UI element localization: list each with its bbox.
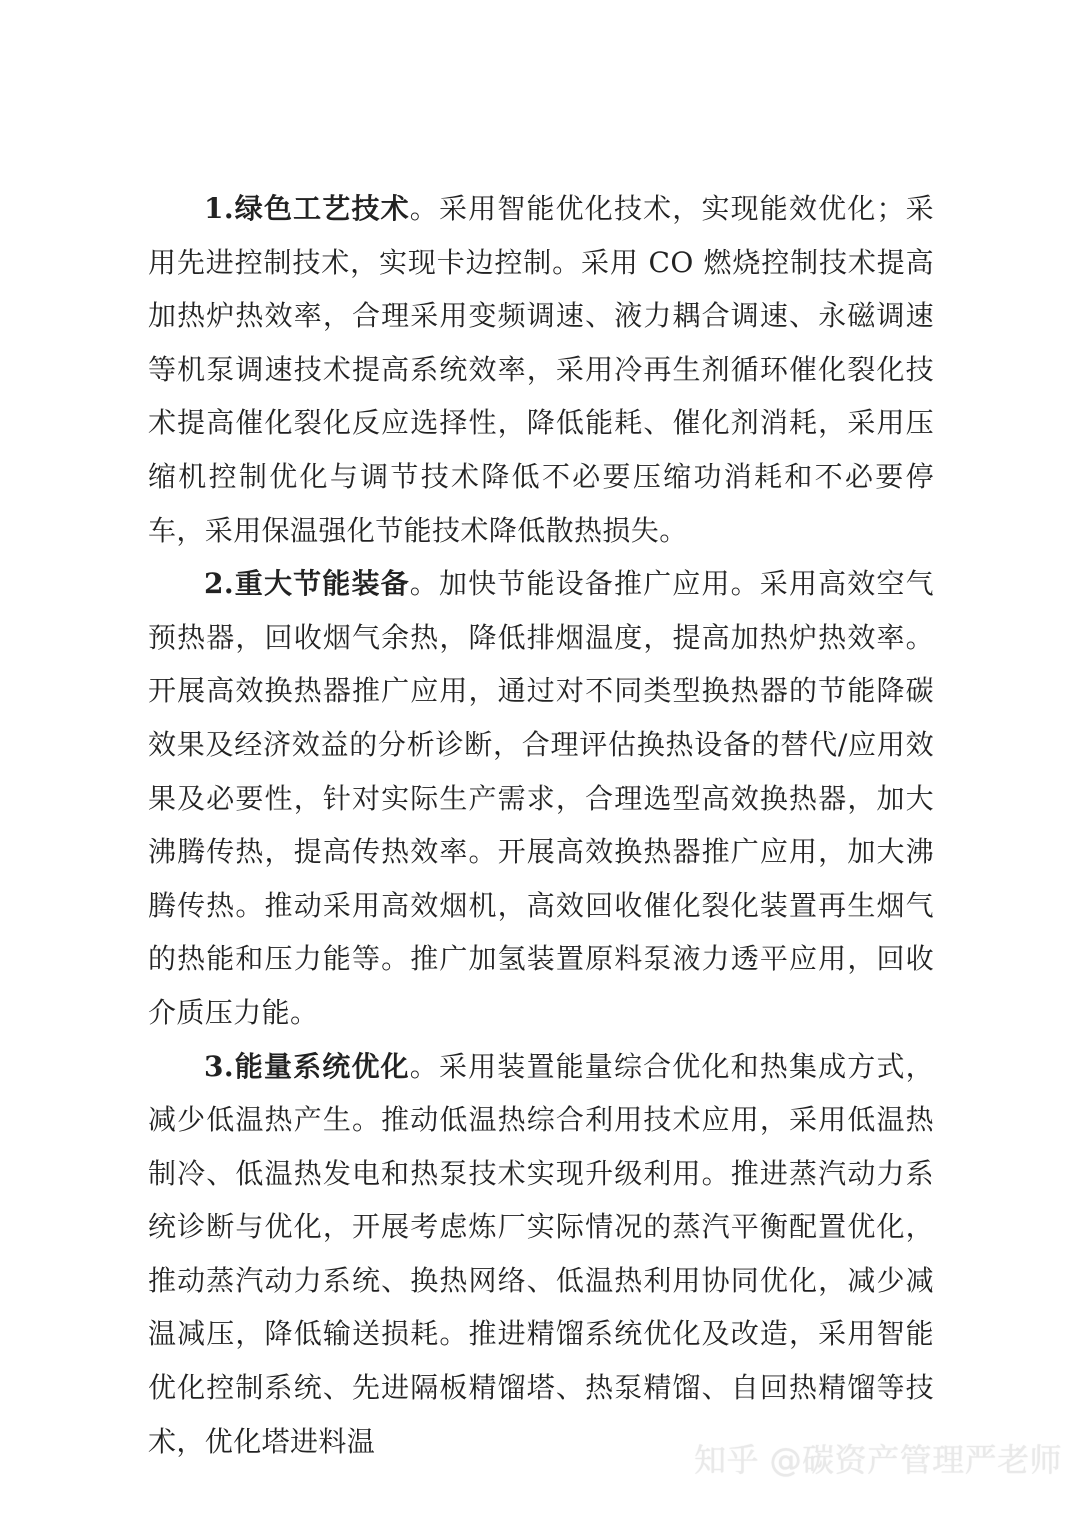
paragraph-text: 。采用智能优化技术，实现能效优化；采用先进控制技术，实现卡边控制。采用 CO 燃烧控制技术提高加热炉热效率，合理采用变频调速、液力耦合调速、永磁调速等机泵调速技术提高系统效率，采用冷再生剂循环催化裂化技术提高催化裂化反应选择性，降低能耗、催化剂消耗，采用压缩机控制优化与调节技术降低不必要压缩功消耗和不必要停车，采用保温强化节能技术降低散热损失。 (148, 192, 935, 547)
paragraph-text: 。采用装置能量综合优化和热集成方式，减少低温热产生。推动低温热综合利用技术应用，采用低温热制冷、低温热发电和热泵技术实现升级利用。推进蒸汽动力系统诊断与优化，开展考虑炼厂实际情况的蒸汽平衡配置优化，推动蒸汽动力系统、换热网络、低温热利用协同优化，减少减温减压，降低输送损耗。推进精馏系统优化及改造，采用智能优化控制系统、先进隔板精馏塔、热泵精馏、自回热精馏等技术，优化塔进料温 (148, 1049, 935, 1458)
paragraph-lead: 1.绿色工艺技术 (204, 192, 410, 225)
paragraph-text: 。加快节能设备推广应用。采用高效空气预热器，回收烟气余热，降低排烟温度，提高加热炉热效率。开展高效换热器推广应用，通过对不同类型换热器的节能降碳效果及经济效益的分析诊断，合理评估换热设备的替代/应用效果及必要性，针对实际生产需求，合理选型高效换热器，加大沸腾传热，提高传热效率。开展高效换热器推广应用，加大沸腾传热。推动采用高效烟机，高效回收催化裂化装置再生烟气的热能和压力能等。推广加氢装置原料泵液力透平应用，回收介质压力能。 (148, 567, 935, 1029)
paragraph-lead: 3.能量系统优化 (204, 1049, 410, 1083)
paragraph-green-process (148, 182, 934, 557)
document-body (148, 182, 934, 1468)
paragraph-lead: 2.重大节能装备 (204, 567, 410, 601)
paragraph-energy-equipment (148, 557, 934, 1039)
zhihu-watermark: 知乎 @碳资产管理严老师 (694, 1441, 1063, 1479)
paragraph-energy-system (148, 1040, 934, 1469)
